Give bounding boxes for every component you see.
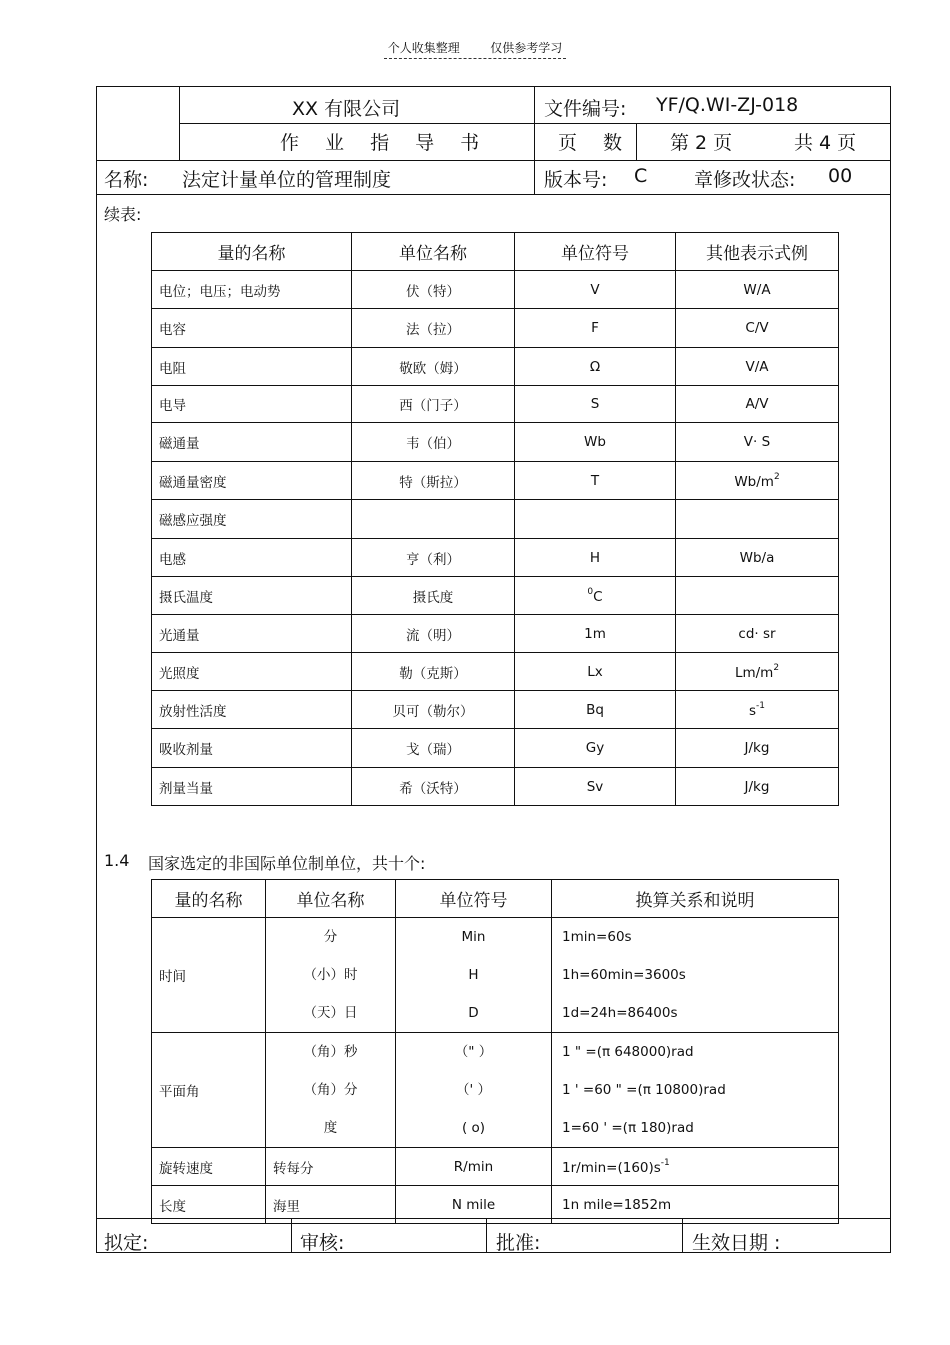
relation: 1n mile=1852m: [552, 1186, 839, 1224]
unit-symbol: S: [515, 386, 676, 423]
reviewed-label: 审核:: [300, 1232, 345, 1254]
quantity-name: 电感: [152, 539, 352, 577]
unit-symbol: Bq: [515, 691, 676, 729]
unit-name: 韦（伯）: [352, 423, 515, 462]
unit-name: 法（拉）: [352, 309, 515, 348]
unit-names: [266, 1033, 396, 1148]
unit-symbol: N mile: [396, 1186, 552, 1224]
unit-name: 勒（克斯）: [352, 653, 515, 691]
relations: [552, 918, 839, 1033]
header-unit: 单位名称: [266, 880, 396, 918]
unit-symbol: Gy: [515, 729, 676, 768]
other-expression: [676, 691, 839, 729]
header-divider-right: [534, 86, 535, 194]
other-expression: W/A: [676, 271, 839, 309]
other-expression-exponent: 2: [773, 471, 780, 482]
approved-label: 批准:: [496, 1232, 541, 1254]
other-expression: V/A: [676, 348, 839, 386]
unit-symbols: [396, 918, 552, 1033]
unit-name: （角）秒: [303, 1044, 358, 1060]
table-row: [152, 653, 839, 691]
version-label: 版本号:: [544, 169, 608, 191]
table-row: [152, 386, 839, 423]
table-row: [152, 500, 839, 539]
quantity-name: 磁通量: [152, 423, 352, 462]
section-title: 国家选定的非国际单位制单位，共十个:: [148, 854, 426, 873]
unit-symbol: F: [515, 309, 676, 348]
unit-symbol: （' ）: [455, 1082, 491, 1098]
header-other: 其他表示式例: [676, 233, 839, 271]
effective-date-label: 生效日期 :: [692, 1232, 781, 1254]
quantity-name: 时间: [152, 918, 266, 1033]
unit-name: 转每分: [266, 1148, 396, 1186]
unit-symbols: [396, 1033, 552, 1148]
name-label: 名称:: [104, 169, 149, 191]
quantity-name: 摄氏温度: [152, 577, 352, 615]
table-row: [152, 729, 839, 768]
unit-name: 伏（特）: [352, 271, 515, 309]
unit-symbol: [515, 577, 676, 615]
quantity-name: 电导: [152, 386, 352, 423]
unit-name: 度: [323, 1120, 338, 1136]
unit-symbol: 1m: [515, 615, 676, 653]
page-current: 第 2 页: [670, 132, 733, 154]
relation: 1=60 ' =(π 180)rad: [562, 1120, 694, 1136]
other-expression: C/V: [676, 309, 839, 348]
quantity-name: 光通量: [152, 615, 352, 653]
quantity-name: 长度: [152, 1186, 266, 1224]
unit-symbol: Lx: [515, 653, 676, 691]
quantity-name: 平面角: [152, 1033, 266, 1148]
quantity-name: 放射性活度: [152, 691, 352, 729]
other-expression-exponent: 2: [773, 662, 780, 673]
relation-exponent: -1: [660, 1157, 670, 1168]
continued-label: 续表:: [104, 205, 142, 224]
table-row: [152, 539, 839, 577]
non-si-table-header: [152, 880, 839, 918]
relation: 1min=60s: [562, 929, 632, 945]
relation: 1 ' =60 " =(π 10800)rad: [562, 1082, 726, 1098]
unit-symbol-degree: 0: [587, 586, 594, 597]
top-note-left: 个人收集整理: [387, 41, 460, 55]
table-row-time: [152, 918, 839, 1033]
quantity-name: 电位；电压；电动势: [152, 271, 352, 309]
unit-symbol: Min: [461, 929, 486, 945]
unit-name: [352, 500, 515, 539]
unit-symbol: [515, 500, 676, 539]
other-expression-exponent: -1: [756, 700, 766, 711]
quantity-name: 吸收剂量: [152, 729, 352, 768]
top-note: [0, 39, 950, 59]
table-row: [152, 423, 839, 462]
page-total: 共 4 页: [794, 132, 857, 154]
other-expression: [676, 500, 839, 539]
revision-label: 章修改状态:: [694, 169, 796, 191]
header-symbol: 单位符号: [396, 880, 552, 918]
header-row-divider: [179, 123, 891, 124]
name-row-bottom-line: [96, 194, 891, 195]
relation: 1 " =(π 648000)rad: [562, 1044, 694, 1060]
company-name: XX 有限公司: [292, 98, 401, 120]
unit-name: （天）日: [303, 1005, 358, 1021]
unit-name: 摄氏度: [352, 577, 515, 615]
footer-divider-1: [291, 1218, 292, 1253]
other-expression: cd· sr: [676, 615, 839, 653]
table-row: [152, 309, 839, 348]
unit-symbol: ( o): [461, 1120, 486, 1136]
table-row: [152, 577, 839, 615]
unit-symbol: H: [515, 539, 676, 577]
unit-symbol: Ω: [515, 348, 676, 386]
header-unit: 单位名称: [352, 233, 515, 271]
top-note-right: 仅供参考学习: [490, 41, 563, 55]
relation: [552, 1148, 839, 1186]
footer-divider-2: [486, 1218, 487, 1253]
page-label: 页 数: [558, 132, 633, 154]
unit-symbol: Wb: [515, 423, 676, 462]
unit-names: [266, 918, 396, 1033]
units-table-header: [152, 233, 839, 271]
other-expression-base: s: [748, 702, 757, 719]
unit-name: 希（沃特）: [352, 768, 515, 806]
unit-name: 贝可（勒尔）: [352, 691, 515, 729]
quantity-name: 电容: [152, 309, 352, 348]
unit-name: （角）分: [303, 1082, 358, 1098]
footer-divider-3: [682, 1218, 683, 1253]
unit-name: 分: [323, 929, 338, 945]
units-table: [151, 232, 839, 806]
quantity-name: 电阻: [152, 348, 352, 386]
other-expression: Wb/a: [676, 539, 839, 577]
drafted-label: 拟定:: [104, 1232, 149, 1254]
table-row: [152, 615, 839, 653]
other-expression: A/V: [676, 386, 839, 423]
page-divider: [636, 123, 637, 160]
table-row: [152, 271, 839, 309]
unit-symbol: H: [468, 967, 479, 983]
unit-name: 西（门子）: [352, 386, 515, 423]
relation: 1d=24h=86400s: [562, 1005, 678, 1021]
header-bottom-line: [96, 160, 891, 161]
table-row-speed: [152, 1148, 839, 1186]
header-relation: 换算关系和说明: [552, 880, 839, 918]
quantity-name: 光照度: [152, 653, 352, 691]
unit-symbol: R/min: [396, 1148, 552, 1186]
unit-name: 戈（瑞）: [352, 729, 515, 768]
other-expression: V· S: [676, 423, 839, 462]
doc-number-label: 文件编号:: [544, 98, 627, 120]
unit-symbol: （" ）: [454, 1044, 493, 1060]
unit-name: 亨（利）: [352, 539, 515, 577]
quantity-name: 旋转速度: [152, 1148, 266, 1186]
other-expression-base: Wb/m: [734, 473, 774, 490]
other-expression: J/kg: [676, 768, 839, 806]
header-quantity: 量的名称: [152, 880, 266, 918]
unit-symbol: Sv: [515, 768, 676, 806]
unit-symbol: T: [515, 462, 676, 500]
quantity-name: 剂量当量: [152, 768, 352, 806]
relations: [552, 1033, 839, 1148]
section-number: 1.4: [104, 851, 130, 870]
unit-symbol-base: C: [593, 588, 603, 605]
other-expression: J/kg: [676, 729, 839, 768]
non-si-units-table: [151, 879, 839, 1224]
table-row: [152, 768, 839, 806]
unit-name: 流（明）: [352, 615, 515, 653]
header-quantity: 量的名称: [152, 233, 352, 271]
other-expression: [676, 462, 839, 500]
other-expression: [676, 653, 839, 691]
quantity-name: 磁感应强度: [152, 500, 352, 539]
other-expression-base: Lm/m: [734, 664, 774, 681]
revision-value: 00: [828, 165, 853, 187]
relation-base: 1r/min=(160)s: [562, 1159, 661, 1176]
version-value: C: [634, 165, 648, 187]
unit-name: 特（斯拉）: [352, 462, 515, 500]
table-row: [152, 691, 839, 729]
table-row: [152, 462, 839, 500]
doc-number: YF/Q.WI-ZJ-018: [656, 94, 799, 116]
header-symbol: 单位符号: [515, 233, 676, 271]
unit-name: （小）时: [303, 967, 358, 983]
unit-name: 海里: [266, 1186, 396, 1224]
footer-top-line: [96, 1218, 891, 1219]
relation: 1h=60min=3600s: [562, 967, 686, 983]
unit-symbol: D: [468, 1005, 479, 1021]
table-row-angle: [152, 1033, 839, 1148]
other-expression: [676, 577, 839, 615]
quantity-name: 磁通量密度: [152, 462, 352, 500]
doc-type: 作 业 指 导 书: [280, 132, 490, 154]
unit-name: 敬欧（姆）: [352, 348, 515, 386]
table-row: [152, 348, 839, 386]
name-value: 法定计量单位的管理制度: [182, 169, 392, 191]
unit-symbol: V: [515, 271, 676, 309]
